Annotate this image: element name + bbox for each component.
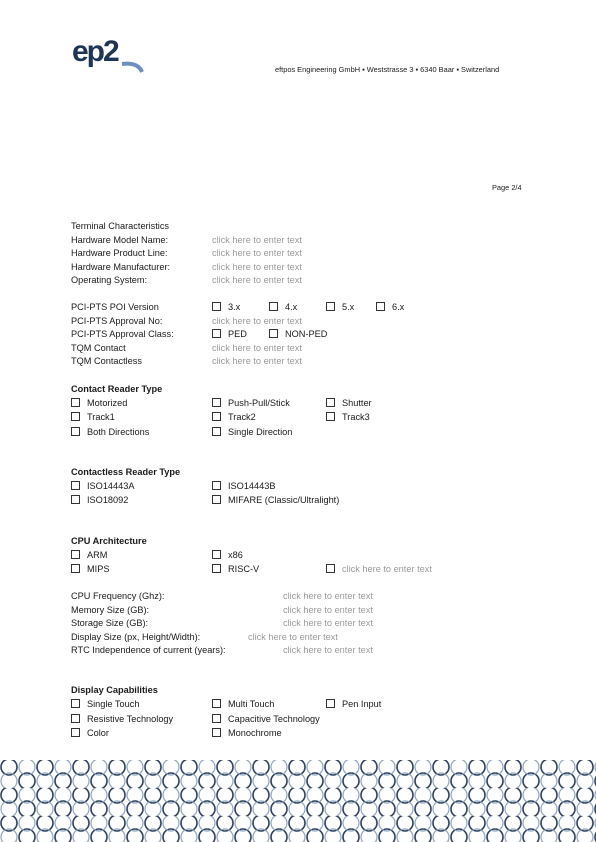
hw-manufacturer-label: Hardware Manufacturer:: [71, 261, 171, 272]
pci-approval-no-input[interactable]: click here to enter text: [212, 315, 302, 326]
tqm-contactless-label: TQM Contactless: [71, 356, 142, 367]
track3-checkbox[interactable]: Track3: [326, 411, 370, 425]
pci-approval-no-label: PCI-PTS Approval No:: [71, 315, 163, 326]
checkbox-icon: [326, 398, 335, 407]
footer-pattern: [0, 760, 596, 842]
pci-poi-version-label: PCI-PTS POI Version: [71, 302, 159, 312]
capacitive-checkbox[interactable]: Capacitive Technology: [212, 713, 320, 727]
checkbox-icon: [71, 481, 80, 490]
other-cpu-input[interactable]: click here to enter text: [342, 564, 432, 574]
display-size-input[interactable]: click here to enter text: [248, 631, 338, 642]
pci-labels: [71, 301, 174, 369]
hw-model-input[interactable]: click here to enter text: [212, 234, 302, 245]
rtc-independence-label: RTC Independence of current (years):: [71, 645, 226, 656]
single-direction-checkbox[interactable]: Single Direction: [212, 426, 292, 440]
iso14443b-checkbox[interactable]: ISO14443B: [212, 480, 276, 494]
pen-input-checkbox[interactable]: Pen Input: [326, 698, 381, 712]
checkbox-icon: [71, 699, 80, 708]
checkbox-icon: [326, 564, 335, 573]
operating-system-label: Operating System:: [71, 275, 148, 286]
checkbox-icon: [212, 481, 221, 490]
checkbox-icon: [269, 329, 278, 338]
poi-5x-checkbox[interactable]: 5.x: [326, 301, 354, 315]
contact-reader-heading: Contact Reader Type: [71, 384, 163, 394]
color-checkbox[interactable]: Color: [71, 727, 109, 741]
rtc-independence-input[interactable]: click here to enter text: [283, 645, 373, 656]
checkbox-icon: [212, 412, 221, 421]
pci-approval-class-label: PCI-PTS Approval Class:: [71, 329, 174, 340]
single-touch-checkbox[interactable]: Single Touch: [71, 698, 139, 712]
terminal-section: [71, 220, 169, 234]
risc-v-checkbox[interactable]: RISC-V: [212, 563, 259, 577]
checkbox-icon: [212, 699, 221, 708]
checkbox-icon: [212, 427, 221, 436]
checkbox-icon: [71, 550, 80, 559]
both-directions-checkbox[interactable]: Both Directions: [71, 426, 149, 440]
checkbox-icon: [71, 564, 80, 573]
track2-checkbox[interactable]: Track2: [212, 411, 256, 425]
poi-3x-checkbox[interactable]: 3.x: [212, 301, 240, 315]
other-cpu-checkbox[interactable]: [326, 563, 432, 577]
checkbox-icon: [212, 398, 221, 407]
checkbox-icon: [376, 302, 385, 311]
hw-product-line-label: Hardware Product Line:: [71, 248, 168, 259]
cpu-frequency-label: CPU Frequency (Ghz):: [71, 591, 165, 601]
display-heading: Display Capabilities: [71, 685, 158, 695]
terminal-heading: Terminal Characteristics: [71, 221, 170, 231]
hw-manufacturer-input[interactable]: click here to enter text: [212, 261, 302, 272]
hw-model-label: Hardware Model Name:: [71, 234, 169, 245]
checkbox-icon: [326, 699, 335, 708]
resistive-checkbox[interactable]: Resistive Technology: [71, 713, 173, 727]
checkbox-icon: [212, 550, 221, 559]
poi-4x-checkbox[interactable]: 4.x: [269, 301, 297, 315]
memory-size-label: Memory Size (GB):: [71, 604, 150, 615]
cpu-heading: CPU Architecture: [71, 536, 147, 546]
terminal-labels: [71, 234, 170, 288]
cpu-frequency-input[interactable]: click here to enter text: [283, 591, 373, 601]
contactless-reader-heading: Contactless Reader Type: [71, 467, 181, 477]
memory-size-input[interactable]: click here to enter text: [283, 604, 373, 615]
class-ped-checkbox[interactable]: PED: [212, 328, 247, 342]
class-nonped-checkbox[interactable]: NON-PED: [269, 328, 327, 342]
checkbox-icon: [212, 728, 221, 737]
checkbox-icon: [212, 564, 221, 573]
iso14443a-checkbox[interactable]: ISO14443A: [71, 480, 135, 494]
shutter-checkbox[interactable]: Shutter: [326, 397, 372, 411]
tqm-contactless-input[interactable]: click here to enter text: [212, 356, 302, 367]
monochrome-checkbox[interactable]: Monochrome: [212, 727, 282, 741]
checkbox-icon: [71, 495, 80, 504]
cpu-spec-labels: [71, 590, 226, 658]
display-size-label: Display Size (px, Height/Width):: [71, 631, 201, 642]
hw-product-line-input[interactable]: click here to enter text: [212, 248, 302, 259]
company-address: eftpos Engineering GmbH ▪ Weststrasse 3 ▪ 6340 Baar ▪ Switzerland: [275, 65, 500, 74]
push-pull-checkbox[interactable]: Push-Pull/Stick: [212, 397, 290, 411]
checkbox-icon: [212, 495, 221, 504]
checkbox-icon: [71, 427, 80, 436]
iso18092-checkbox[interactable]: ISO18092: [71, 494, 128, 508]
operating-system-input[interactable]: click here to enter text: [212, 275, 302, 286]
storage-size-label: Storage Size (GB):: [71, 618, 149, 629]
motorized-checkbox[interactable]: Motorized: [71, 397, 127, 411]
checkbox-icon: [71, 728, 80, 737]
checkbox-icon: [269, 302, 278, 311]
tqm-contact-label: TQM Contact: [71, 342, 126, 353]
checkbox-icon: [212, 714, 221, 723]
checkbox-icon: [71, 398, 80, 407]
logo-text: ep2: [72, 35, 118, 68]
poi-6x-checkbox[interactable]: 6.x: [376, 301, 404, 315]
track1-checkbox[interactable]: Track1: [71, 411, 115, 425]
checkbox-icon: [71, 412, 80, 421]
multi-touch-checkbox[interactable]: Multi Touch: [212, 698, 274, 712]
terminal-inputs: [212, 234, 302, 288]
arm-checkbox[interactable]: ARM: [71, 549, 107, 563]
page-number: Page 2/4: [492, 183, 522, 192]
storage-size-input[interactable]: click here to enter text: [283, 618, 373, 629]
mips-checkbox[interactable]: MIPS: [71, 563, 109, 577]
checkbox-icon: [212, 302, 221, 311]
x86-checkbox[interactable]: x86: [212, 549, 243, 563]
checkbox-icon: [71, 714, 80, 723]
logo-swoosh: [122, 64, 142, 72]
checkbox-icon: [326, 412, 335, 421]
checkbox-icon: [212, 329, 221, 338]
tqm-contact-input[interactable]: click here to enter text: [212, 342, 302, 353]
mifare-checkbox[interactable]: MIFARE (Classic/Ultralight): [212, 494, 339, 508]
company-logo: [72, 34, 144, 74]
checkbox-icon: [326, 302, 335, 311]
